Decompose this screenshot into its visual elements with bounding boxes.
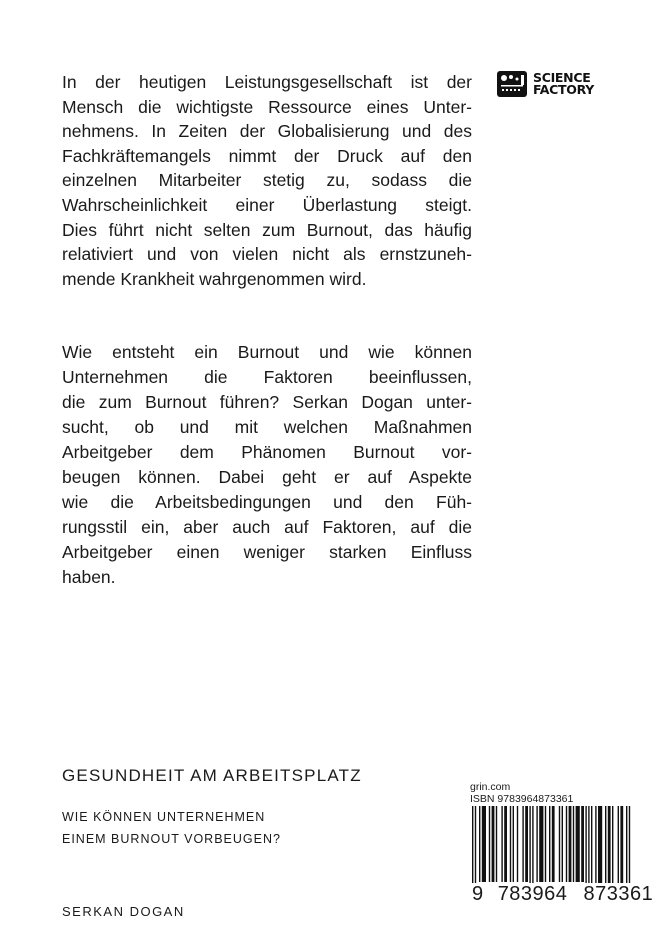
blurb-line: nehmens. In Zeiten der Globalisierung und des [62, 121, 472, 142]
barcode-bar [501, 806, 502, 882]
barcode-bar [595, 806, 596, 892]
barcode-bar [482, 806, 486, 882]
blurb-line: Arbeitgeber dem Phänomen Burnout vor- [62, 442, 472, 462]
publisher-website: grin.com [470, 781, 511, 793]
factory-logo-icon [497, 71, 527, 97]
barcode-bar [618, 806, 619, 892]
barcode-bar [489, 806, 490, 882]
barcode-bar [576, 806, 580, 882]
blurb-line: relativiert und von vielen nicht als ernstzuneh- [62, 244, 472, 265]
blurb-line: einzelnen Mitarbeiter stetig zu, sodass die [62, 170, 472, 191]
blurb-line: Unternehmen die Faktoren beeinflussen, [62, 367, 472, 387]
barcode-bar [472, 806, 473, 892]
isbn-barcode [468, 806, 634, 892]
blurb-line: mende Krankheit wahrgenommen wird. [62, 268, 367, 289]
barcode-bar [539, 806, 543, 882]
barcode-bar [559, 806, 560, 882]
barcode-bar [517, 806, 518, 882]
barcode-bar [513, 806, 514, 882]
barcode-bar [612, 806, 613, 892]
blurb-line: Wie entsteht ein Burnout und wie können [62, 342, 472, 362]
barcode-bar [629, 806, 630, 892]
barcode-bar [626, 806, 627, 892]
barcode-bar [573, 806, 574, 882]
barcode-bar [598, 806, 602, 892]
barcode-bar [588, 806, 589, 892]
barcode-digit-lead: 9 [472, 883, 484, 905]
blurb-line: die zum Burnout führen? Serkan Dogan unter- [62, 392, 472, 412]
barcode-bar [492, 806, 495, 882]
barcode-bar [569, 806, 572, 882]
barcode-bar [522, 806, 523, 882]
barcode-bar [536, 806, 537, 882]
barcode-digits [470, 883, 655, 906]
blurb-line: Mensch die wichtigste Ressource eines Unter- [62, 96, 472, 117]
barcode-bar [549, 806, 550, 882]
barcode-digits-right: 873361 [583, 883, 654, 905]
blurb-line: Fachkräftemangels nimmt der Druck auf den [62, 145, 472, 166]
book-title: GESUNDHEIT AM ARBEITSPLATZ [62, 766, 362, 785]
barcode-bar [620, 806, 623, 892]
barcode-digits-left: 783964 [497, 883, 568, 905]
blurb-paragraph-1 [62, 70, 472, 291]
barcode-bar [608, 806, 611, 892]
barcode-bar [504, 806, 507, 882]
blurb-line: Dies führt nicht selten zum Burnout, das häufig [62, 219, 472, 240]
barcode-bar [545, 806, 546, 882]
barcode-bar [525, 806, 528, 882]
barcode-bar [566, 806, 567, 882]
blurb-line: wie die Arbeitsbedingungen und den Füh- [62, 492, 472, 512]
barcode-bar [605, 806, 606, 892]
logo-text-line2: FACTORY [533, 82, 594, 97]
barcode-bar [591, 806, 592, 892]
barcode-bar [496, 806, 497, 882]
subtitle-line-2: EINEM BURNOUT VORBEUGEN? [62, 832, 281, 846]
blurb-paragraph-2 [62, 340, 472, 590]
barcode-bar [510, 806, 511, 882]
blurb-line: rungsstil ein, aber auch auf Faktoren, auf die [62, 517, 472, 537]
science-factory-logo [497, 71, 594, 97]
barcode-bar [532, 806, 533, 892]
barcode-bar [581, 806, 584, 882]
blurb-line: Wahrscheinlichkeit einer Überlastung steigt. [62, 194, 472, 215]
barcode-bar [562, 806, 563, 882]
book-subtitle [62, 806, 281, 850]
barcode-bar [552, 806, 555, 882]
book-author: SERKAN DOGAN [62, 904, 185, 919]
isbn-label: ISBN 9783964873361 [470, 793, 574, 805]
subtitle-line-1: WIE KÖNNEN UNTERNEHMEN [62, 810, 266, 824]
barcode-bar [475, 806, 476, 892]
barcode-bar [529, 806, 530, 892]
barcode-bar [585, 806, 586, 892]
blurb-line: Arbeitgeber einen weniger starken Einfluss [62, 542, 472, 562]
blurb-line: sucht, ob und mit welchen Maßnahmen [62, 417, 472, 437]
blurb-line: In der heutigen Leistungsgesellschaft ist der [62, 72, 472, 92]
blurb-line: haben. [62, 567, 116, 587]
logo-text-line1: SCIENCE [533, 70, 591, 85]
barcode-label [470, 781, 573, 805]
barcode-bar [479, 806, 480, 882]
blurb-line: beugen können. Dabei geht er auf Aspekte [62, 467, 472, 487]
